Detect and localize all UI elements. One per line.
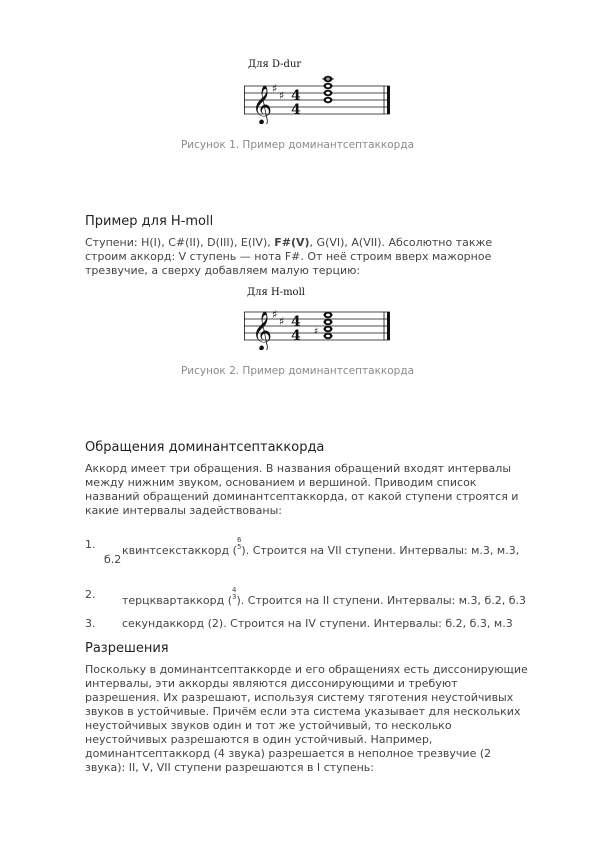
svg-text:𝄞: 𝄞: [252, 311, 273, 350]
figure2-caption: Рисунок 2. Пример доминантсептаккорда: [180, 365, 415, 377]
list-item-2-figure-top: 4: [232, 586, 237, 594]
section-resolutions-paragraph: [85, 663, 545, 775]
section-hmoll-heading: Пример для H-moll: [85, 214, 214, 229]
svg-text:4: 4: [291, 328, 301, 344]
svg-text:♯: ♯: [272, 82, 278, 95]
figure1-staff: [244, 72, 394, 124]
figure2-label: Для H-moll: [247, 287, 305, 298]
svg-text:4: 4: [291, 314, 301, 330]
section-hmoll-paragraph: [85, 236, 525, 278]
section-resolutions-line: звуков в устойчивые. Причём если эта система указывает для нескольких: [85, 705, 521, 718]
section-resolutions-line: интервалы, эти аккорды являются диссонирующими и требуют: [85, 677, 458, 690]
list-item-1-figure-bottom: 5: [236, 543, 242, 551]
section-inversions-line2: между нижним звуком, основанием и вершиной. Приводим список: [85, 476, 477, 489]
section-resolutions-line: неустойчивых разрешаются в один устойчивый. Например,: [85, 733, 433, 746]
section-hmoll-line1-pre: Ступени: H(I), C#(II), D(III), E(IV),: [85, 236, 275, 249]
list-item-2: [122, 587, 542, 608]
section-resolutions-line: разрешения. Их разрешают, используя систему тяготения неустойчивых: [85, 691, 514, 704]
list-item-2-figure-bottom: 3: [232, 593, 237, 601]
list-item-2-description: ). Строится на II ступени. Интервалы: м.3, б.2, б.3: [236, 594, 527, 607]
figure1-label: Для D-dur: [248, 59, 302, 70]
svg-text:♯: ♯: [279, 315, 285, 328]
list-item-1-number: 1.: [85, 538, 96, 551]
figure1-caption: Рисунок 1. Пример доминантсептаккорда: [180, 139, 415, 151]
section-inversions-paragraph: [85, 462, 535, 518]
section-resolutions-line: Поскольку в доминантсептаккорде и его обращениях есть диссонирующие: [85, 663, 528, 676]
svg-text:4: 4: [291, 88, 301, 104]
section-hmoll-line1-bold: F#(V): [274, 236, 310, 249]
svg-text:♯: ♯: [279, 89, 285, 102]
list-item-1: [122, 537, 542, 558]
list-item-1-line2: б.2: [104, 553, 122, 566]
figure2-staff: [244, 298, 394, 350]
svg-text:♯: ♯: [314, 327, 319, 337]
section-inversions-line4: какие интервалы задействованы:: [85, 504, 282, 517]
section-inversions-line3: названий обращений доминантсептаккорда, от какой ступени строятся и: [85, 490, 519, 503]
section-inversions-heading: Обращения доминантсептаккорда: [85, 440, 325, 455]
section-hmoll-line1-post: , G(VI), A(VII). Абсолютно также: [309, 236, 493, 249]
section-hmoll-line1: [85, 236, 525, 250]
svg-text:♯: ♯: [272, 308, 278, 321]
svg-text:4: 4: [291, 102, 301, 118]
list-item-2-name: терцквартаккорд (: [122, 594, 233, 607]
section-inversions-line1: Аккорд имеет три обращения. В названия обращений входят интервалы: [85, 462, 512, 475]
section-resolutions-line: доминантсептаккорд (4 звука) разрешается в неполное трезвучие (2: [85, 747, 492, 760]
section-hmoll-line2: строим аккорд: V ступень — нота F#. От неё строим вверх мажорное: [85, 250, 492, 263]
section-resolutions-heading: Разрешения: [85, 641, 169, 656]
section-resolutions-line: неустойчивых звуков один и тот же устойчивый, то несколько: [85, 719, 452, 732]
section-hmoll-line3: трезвучие, а сверху добавляем малую терцию:: [85, 264, 361, 277]
section-resolutions-line: звука): II, V, VII ступени разрешаются в I ступень:: [85, 761, 374, 774]
list-item-1-figure-top: 6: [236, 536, 242, 544]
list-item-1-description: ). Строится на VII ступени. Интервалы: м.3, м.3,: [241, 544, 520, 557]
list-item-1-name: квинтсекстаккорд (: [122, 544, 237, 557]
list-item-3: секундаккорд (2). Строится на IV ступени. Интервалы: б.2, б.3, м.3: [122, 617, 513, 630]
list-item-3-number: 3.: [85, 617, 96, 630]
svg-text:𝄞: 𝄞: [252, 85, 273, 124]
list-item-2-number: 2.: [85, 588, 96, 601]
